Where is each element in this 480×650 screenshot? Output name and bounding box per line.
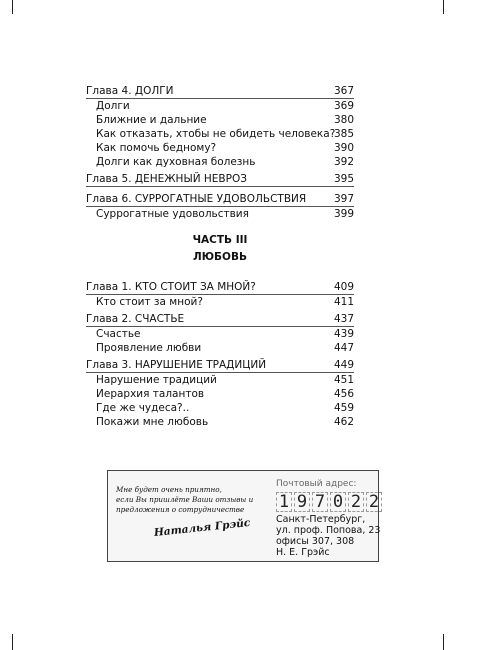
postal-address xyxy=(276,479,384,558)
address-street: ул. проф. Попова, 23 xyxy=(276,525,381,536)
zip-digit: 9 xyxy=(294,492,310,512)
toc-row: Как отказать, хтобы не обидеть человека? 385 xyxy=(96,128,354,140)
note-line: предложения о сотрудничестве xyxy=(116,505,245,514)
toc-row: Проявление любви 447 xyxy=(96,342,354,354)
toc-row: Долги как духовная болезнь 392 xyxy=(96,156,354,168)
address-city: Санкт-Петербург, xyxy=(276,514,366,525)
note-line: если Вы пришлёте Ваши отзывы и xyxy=(116,495,254,504)
toc-row: Где же чудеса?.. 459 xyxy=(96,402,354,414)
note-line: Мне будет очень приятно, xyxy=(116,485,222,494)
toc-row: Счастье 439 xyxy=(96,328,354,340)
toc-row: Глава 2. СЧАСТЬЕ 437 xyxy=(86,313,354,325)
zip-digit: 7 xyxy=(312,492,328,512)
toc-row: Глава 6. СУРРОГАТНЫЕ УДОВОЛЬСТВИЯ 397 xyxy=(86,193,354,205)
crop-mark-top-left xyxy=(12,0,13,14)
zip-digit: 2 xyxy=(366,492,382,512)
toc-row: Нарушение традиций 451 xyxy=(96,374,354,386)
toc-row: Глава 5. ДЕНЕЖНЫЙ НЕВРОЗ 395 xyxy=(86,173,354,185)
zip-digit: 0 xyxy=(330,492,346,512)
part-title: ЛЮБОВЬ xyxy=(193,251,247,263)
crop-mark-bottom-right xyxy=(443,634,444,650)
zip-code xyxy=(276,492,384,512)
zip-digit: 2 xyxy=(348,492,364,512)
toc-row: Глава 3. НАРУШЕНИЕ ТРАДИЦИЙ 449 xyxy=(86,359,354,371)
toc-row: Глава 4. ДОЛГИ 367 xyxy=(86,85,354,97)
crop-mark-top-right xyxy=(443,0,444,14)
contact-box xyxy=(107,470,379,562)
toc-row: Глава 1. КТО СТОИТ ЗА МНОЙ? 409 xyxy=(86,281,354,293)
toc-row: Суррогатные удовольствия 399 xyxy=(96,208,354,220)
crop-mark-bottom-left xyxy=(12,634,13,650)
toc-row: Кто стоит за мной? 411 xyxy=(96,296,354,308)
author-signature: Наталья Грэйс xyxy=(153,516,251,539)
address-office: офисы 307, 308 xyxy=(276,536,355,547)
toc-row: Ближние и дальние 380 xyxy=(96,114,354,126)
part-heading: ЧАСТЬ III xyxy=(192,234,248,246)
address-recipient: Н. Е. Грэйс xyxy=(276,547,330,558)
postal-label: Почтовый адрес: xyxy=(276,479,357,489)
toc-row: Иерархия талантов 456 xyxy=(96,388,354,400)
toc-row: Покажи мне любовь 462 xyxy=(96,416,354,428)
zip-digit: 1 xyxy=(276,492,292,512)
toc-row: Долги 369 xyxy=(96,100,354,112)
toc-row: Как помочь бедному? 390 xyxy=(96,142,354,154)
author-note xyxy=(116,485,266,515)
